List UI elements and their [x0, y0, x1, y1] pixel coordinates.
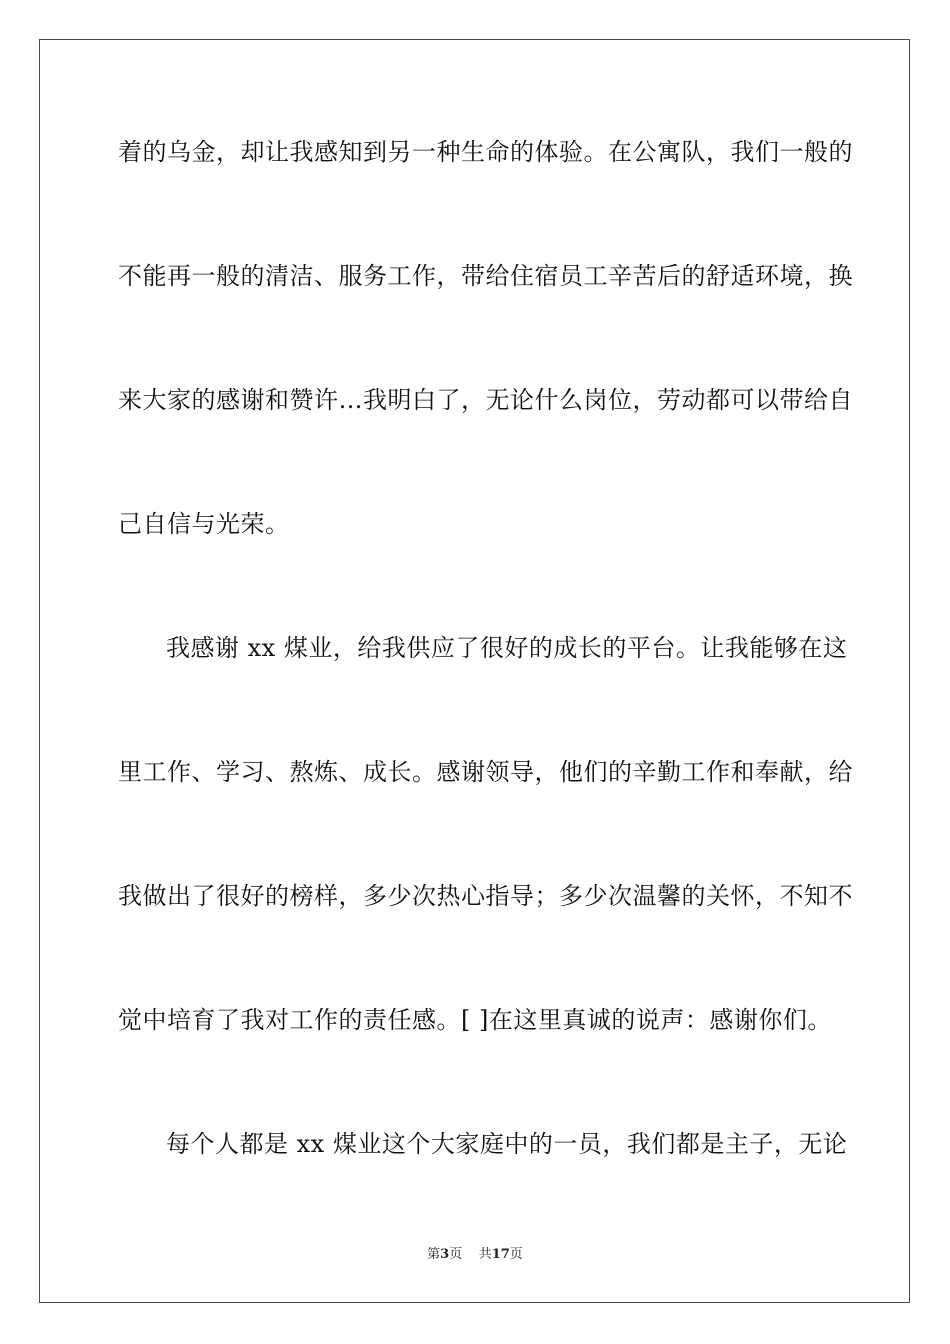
paragraph-line-8: 觉中培育了我对工作的责任感。[ ]在这里真诚的说声：感谢你们。 [118, 1006, 832, 1034]
footer-total-prefix: 共 [478, 1247, 492, 1262]
paragraph-line-5: 我感谢 xx 煤业，给我供应了很好的成长的平台。让我能够在这 [166, 634, 848, 662]
page-border [39, 39, 910, 1303]
footer-page-number: 3 [440, 1247, 450, 1262]
paragraph-line-7: 我做出了很好的榜样，多少次热心指导；多少次温馨的关怀，不知不 [118, 882, 853, 910]
page-footer [0, 1246, 950, 1264]
paragraph-line-6: 里工作、学习、熬炼、成长。感谢领导，他们的辛勤工作和奉献，给 [118, 758, 853, 786]
footer-total-suffix: 页 [509, 1247, 523, 1262]
footer-total-pages: 17 [491, 1247, 510, 1262]
paragraph-line-3: 来大家的感谢和赞许…我明白了，无论什么岗位，劳动都可以带给自 [118, 386, 853, 414]
paragraph-line-9: 每个人都是 xx 煤业这个大家庭中的一员，我们都是主子，无论 [166, 1130, 848, 1158]
paragraph-line-4: 己自信与光荣。 [118, 510, 290, 538]
paragraph-line-2: 不能再一般的清洁、服务工作，带给住宿员工辛苦后的舒适环境，换 [118, 262, 853, 290]
paragraph-line-1: 着的乌金，却让我感知到另一种生命的体验。在公寓队，我们一般的 [118, 138, 853, 166]
footer-page-prefix: 第 [427, 1247, 441, 1262]
footer-page-suffix: 页 [449, 1247, 463, 1262]
